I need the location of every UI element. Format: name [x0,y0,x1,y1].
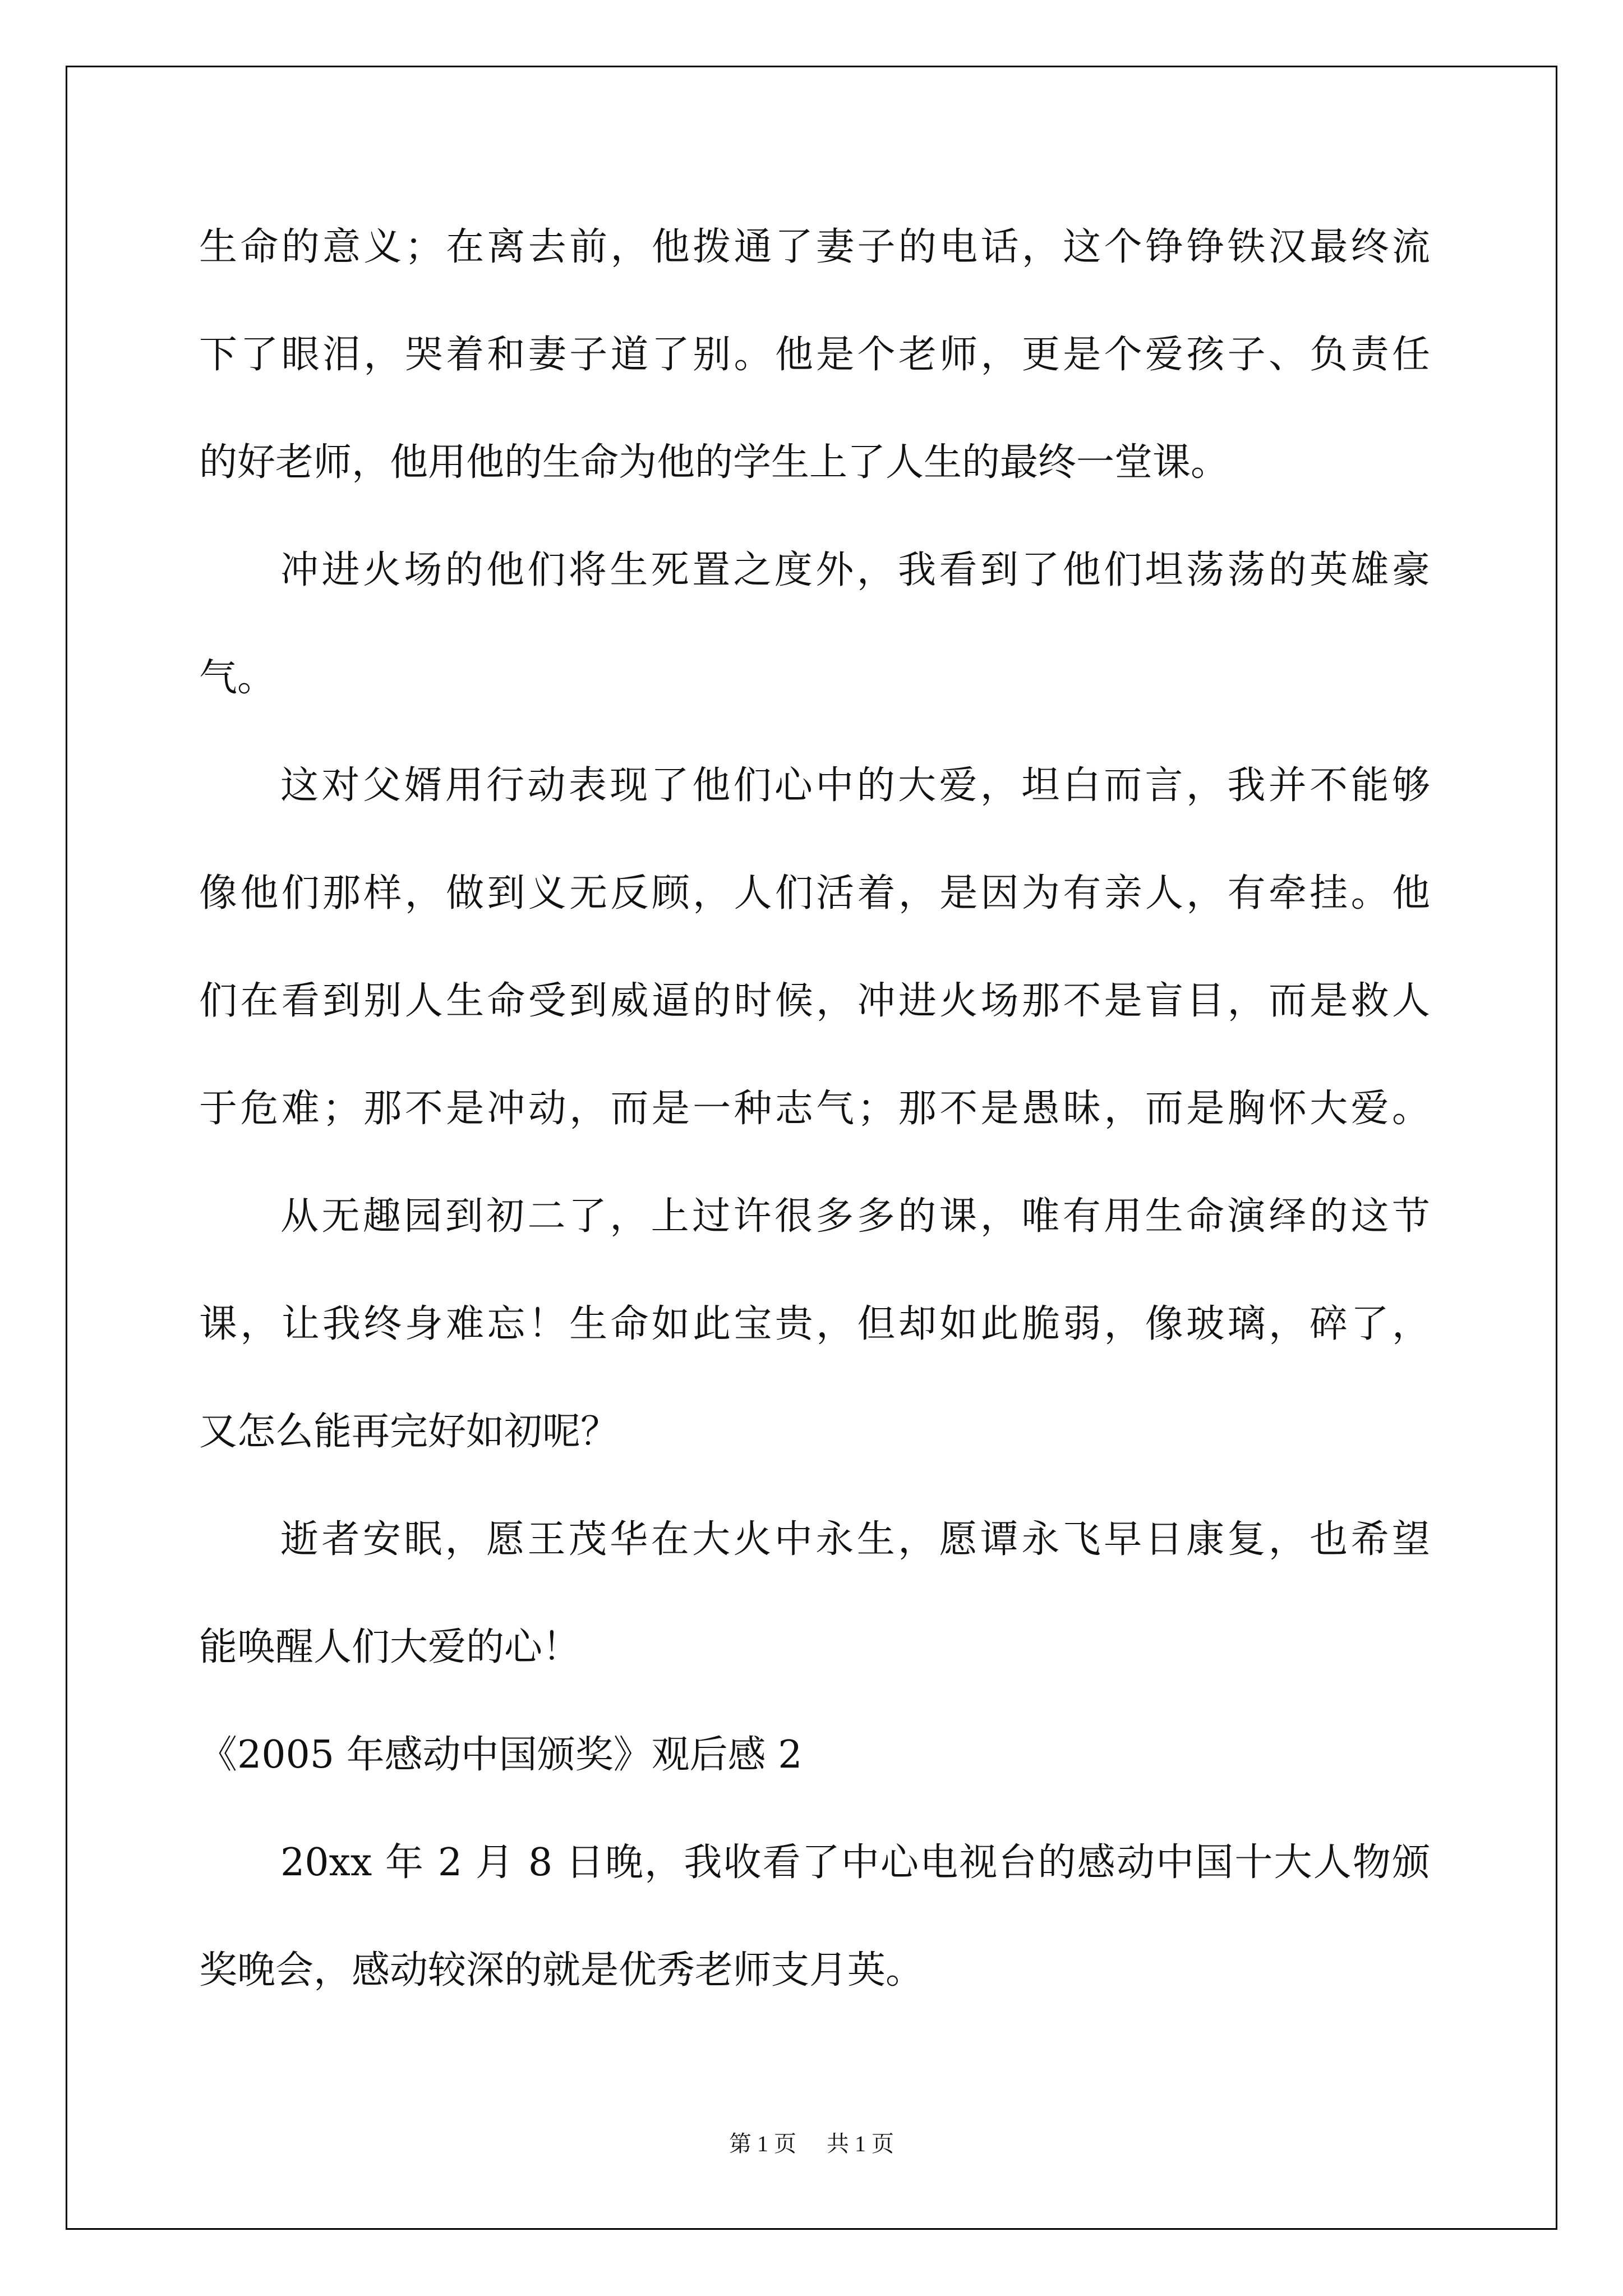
text-line: 生命的意义；在离去前，他拨通了妻子的电话，这个铮铮铁汉最终流 [199,225,1430,269]
text-line: 气。 [199,656,276,700]
text-line: 奖晚会，感动较深的就是优秀老师支月英。 [199,1948,924,1993]
text-line: 们在看到别人生命受到威逼的时候，冲进火场那不是盲目，而是救人 [199,979,1430,1023]
text-line: 又怎么能再完好如初呢？ [199,1410,619,1454]
page-total: 共 1 页 [827,2131,894,2156]
page-number: 第 1 页 [729,2131,796,2156]
page-footer [0,2126,1623,2158]
text-line: 能唤醒人们大爱的心！ [199,1625,581,1669]
text-line: 的好老师，他用他的生命为他的学生上了人生的最终一堂课。 [199,440,1229,485]
text-line: 20xx 年 2 月 8 日晚，我收看了中心电视台的感动中国十大人物颁 [280,1841,1430,1885]
text-line: 从无趣园到初二了，上过许很多多的课，唯有用生命演绎的这节 [280,1194,1430,1239]
section-heading: 《2005 年感动中国颁奖》观后感 2 [199,1733,803,1777]
text-line: 冲进火场的他们将生死置之度外，我看到了他们坦荡荡的英雄豪 [280,548,1430,592]
text-line: 于危难；那不是冲动，而是一种志气；那不是愚昧，而是胸怀大爱。 [199,1087,1430,1131]
text-line: 像他们那样，做到义无反顾，人们活着，是因为有亲人，有牵挂。他 [199,871,1430,915]
text-line: 这对父婿用行动表现了他们心中的大爱，坦白而言，我并不能够 [280,763,1430,808]
text-line: 课，让我终身难忘！生命如此宝贵，但却如此脆弱，像玻璃，碎了， [199,1302,1430,1346]
text-line: 下了眼泪，哭着和妻子道了别。他是个老师，更是个爱孩子、负责任 [199,333,1430,377]
text-line: 逝者安眠，愿王茂华在大火中永生，愿谭永飞早日康复，也希望 [280,1517,1430,1562]
document-body [199,194,1430,2024]
